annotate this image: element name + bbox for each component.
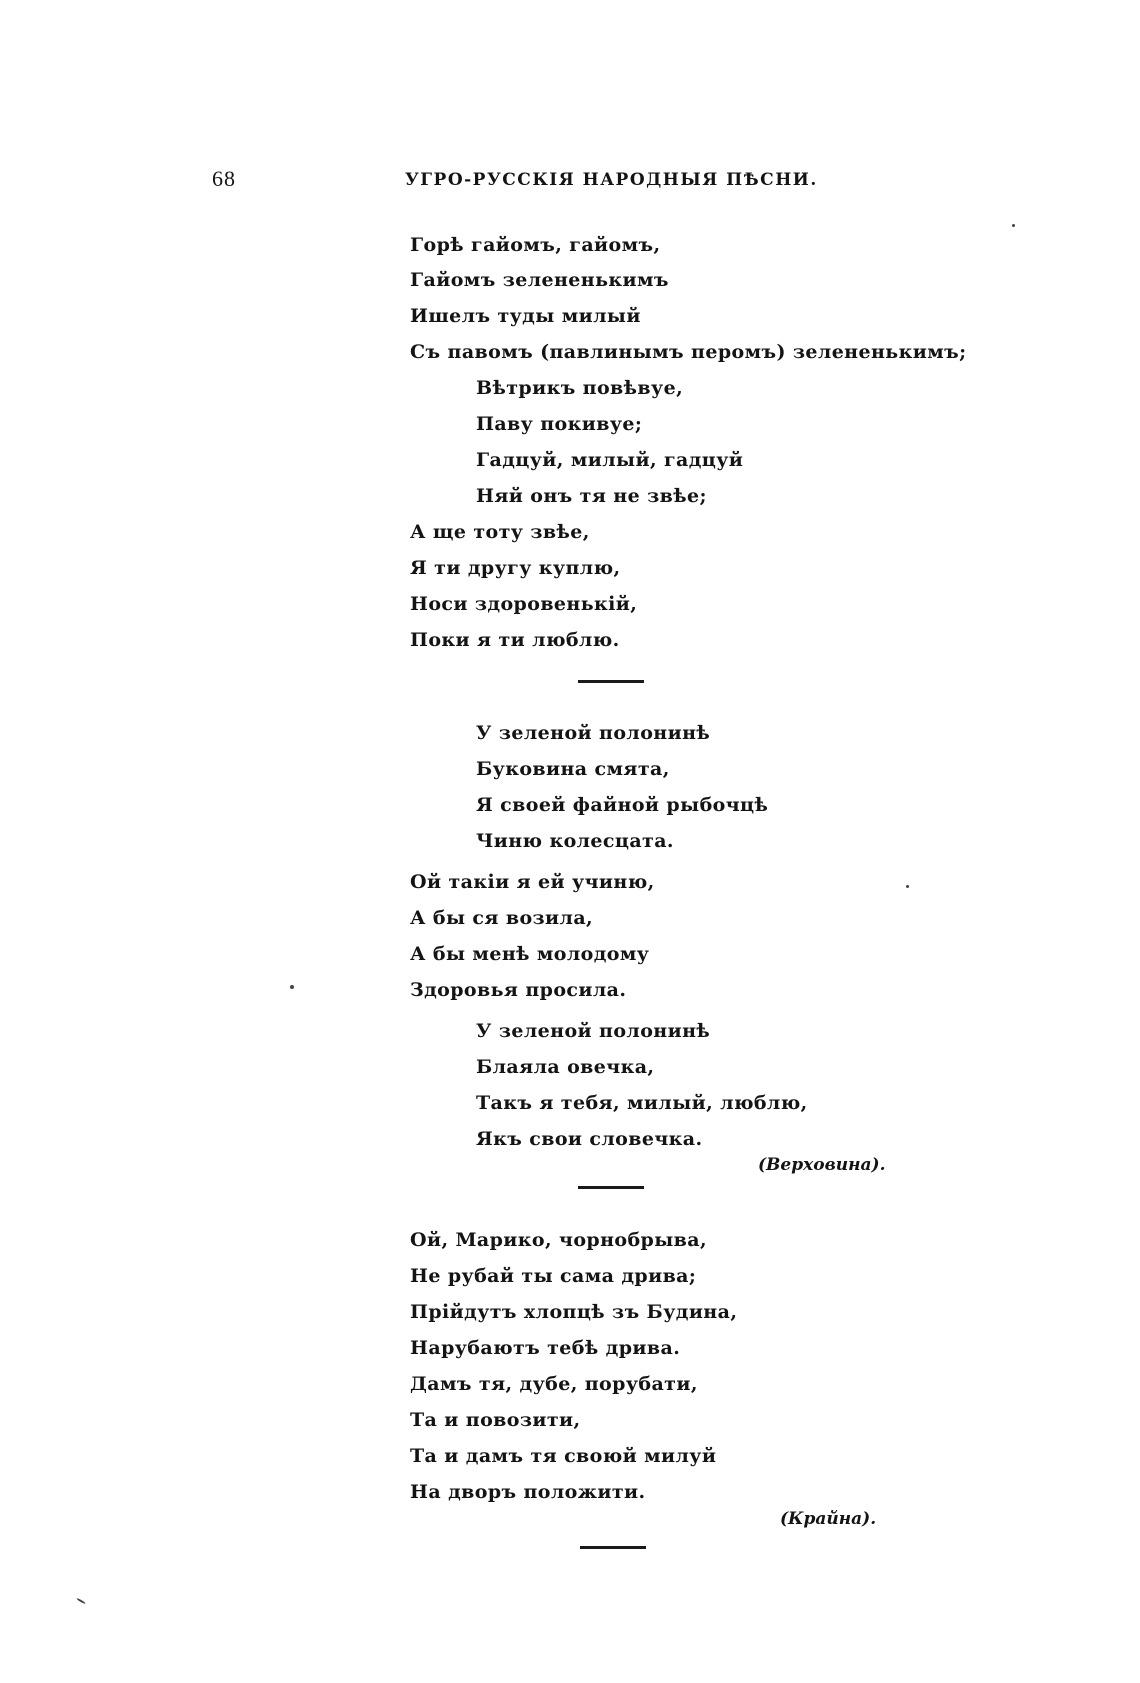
verse-line: Та и повозити,	[410, 1409, 581, 1431]
section-divider	[578, 680, 644, 683]
verse-line: Ишелъ туды милый	[410, 305, 641, 327]
verse-line: Ой, Марико, чорнобрыва,	[410, 1229, 707, 1251]
verse-line: Съ павомъ (павлинымъ перомъ) зелененькимъ;	[410, 341, 967, 363]
verse-line: Няй онъ тя не звѣе;	[476, 485, 707, 507]
verse-line: Прійдутъ хлопцѣ зъ Будина,	[410, 1301, 738, 1323]
verse-line: Та и дамъ тя своюй милуй	[410, 1445, 717, 1467]
verse-line: У зеленой полонинѣ	[476, 1020, 711, 1042]
verse-line: Нарубаютъ тебѣ дрива.	[410, 1337, 681, 1359]
verse-line: Такъ я тебя, милый, люблю,	[476, 1092, 808, 1114]
verse-line: Я ти другу куплю,	[410, 557, 621, 579]
verse-line: А бы ся возила,	[410, 907, 594, 929]
verse-line: А ще тоту звѣе,	[410, 521, 590, 543]
verse-line: У зеленой полонинѣ	[476, 722, 711, 744]
scan-speck	[1012, 224, 1015, 227]
verse-line: Якъ свои словечка.	[476, 1128, 703, 1150]
scan-speck	[290, 985, 294, 989]
attribution: (Крайна).	[780, 1509, 877, 1529]
verse-line: Я своей файной рыбочцѣ	[476, 794, 769, 816]
verse-line: Здоровья просила.	[410, 979, 627, 1001]
running-head: УГРО-РУССКІЯ НАРОДНЫЯ ПѢСНИ.	[405, 170, 818, 190]
verse-line: На дворъ положити.	[410, 1481, 646, 1503]
scan-speck	[906, 885, 909, 888]
verse-line: Гадцуй, милый, гадцуй	[476, 449, 744, 471]
verse-line: Гайомъ зелененькимъ	[410, 269, 669, 291]
verse-line: Чиню колесцата.	[476, 830, 674, 852]
attribution: (Верховина).	[758, 1155, 886, 1175]
verse-line: Вѣтрикъ повѣвуе,	[476, 377, 684, 399]
section-divider	[580, 1546, 646, 1549]
page-number: 68	[212, 166, 236, 191]
section-divider	[578, 1186, 644, 1189]
verse-line: Дамъ тя, дубе, порубати,	[410, 1373, 698, 1395]
verse-line: А бы менѣ молодому	[410, 943, 650, 965]
verse-line: Ой такіи я ей учиню,	[410, 871, 655, 893]
verse-line: Паву покивуе;	[476, 413, 643, 435]
verse-line: Не рубай ты сама дрива;	[410, 1265, 697, 1287]
verse-line: Поки я ти люблю.	[410, 629, 620, 651]
verse-line: Блаяла овечка,	[476, 1056, 655, 1078]
scan-speck	[76, 1598, 86, 1605]
verse-line: Горѣ гайомъ, гайомъ,	[410, 234, 661, 256]
verse-line: Буковина смята,	[476, 758, 670, 780]
verse-line: Носи здоровенькій,	[410, 593, 638, 615]
